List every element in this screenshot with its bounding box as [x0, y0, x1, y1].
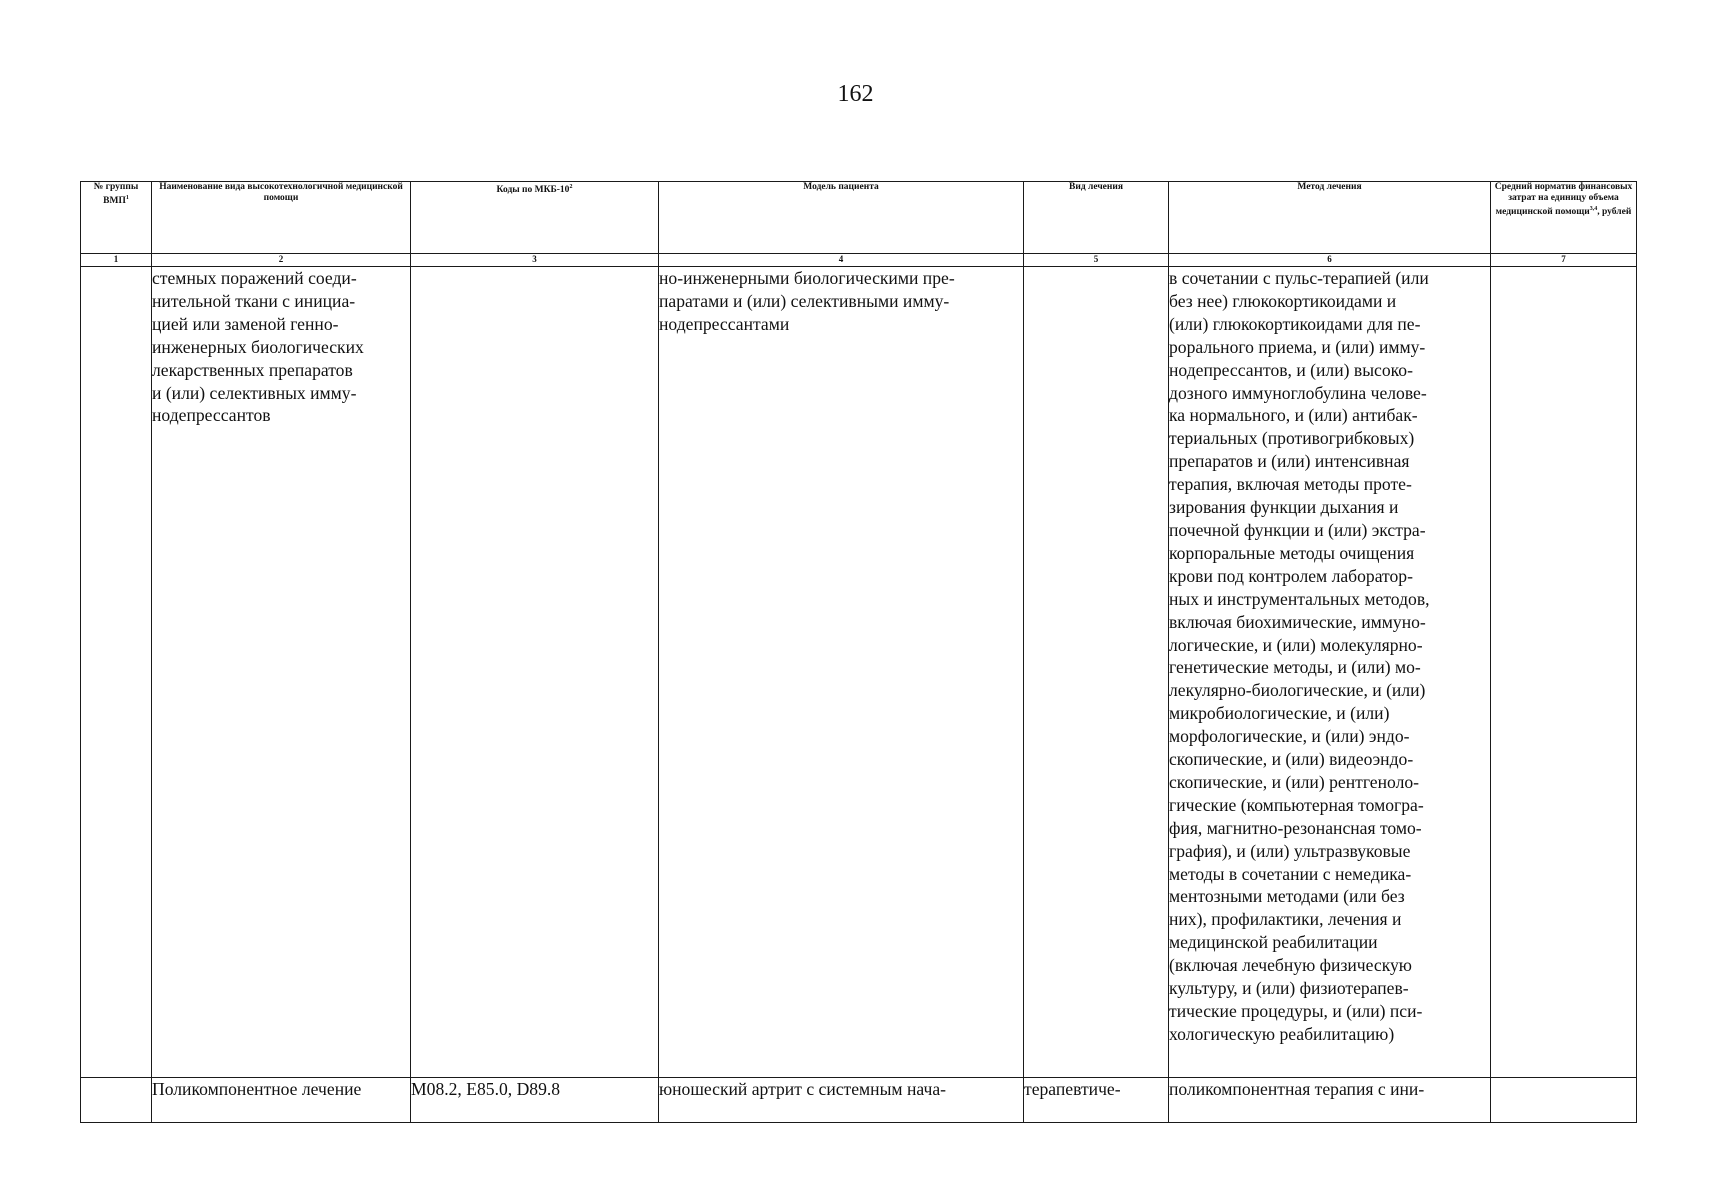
text-line: нодепрессантами	[659, 313, 790, 334]
text-line: микробиологические, и (или)	[1169, 703, 1390, 724]
text-line: инженерных биологических	[152, 336, 364, 357]
column-number: 6	[1169, 254, 1491, 267]
text-line: лекарственных препаратов	[152, 359, 353, 380]
column-number: 1	[81, 254, 152, 267]
header-icd-codes: Коды по МКБ-$10^2$	[411, 182, 659, 254]
text-line: (или) глюкокортикоидами для пе-	[1169, 313, 1421, 334]
column-number: 5	[1024, 254, 1169, 267]
line-list	[659, 267, 1023, 336]
text-line: нодепрессантов, и (или) высоко-	[1169, 359, 1413, 380]
column-number: 7	[1491, 254, 1637, 267]
header-row	[81, 182, 1637, 254]
vmp-table	[80, 181, 1637, 1123]
text-line: нодепрессантов	[152, 405, 271, 426]
cell-patient-model	[659, 267, 1024, 1078]
text-line: в сочетании с пульс-терапией (или	[1169, 268, 1429, 288]
cell-group-number	[81, 267, 152, 1078]
line-list	[1169, 267, 1490, 1046]
text-line: ментозными методами (или без	[1169, 886, 1405, 907]
text-line: паратами и (или) селективными имму-	[659, 290, 950, 311]
text-line: терапия, включая методы проте-	[1169, 474, 1412, 495]
text-line: фия, магнитно-резонансная томо-	[1169, 817, 1422, 838]
header-cost-standard: Средний норматив финансовых затрат на единицу объема медицинской помощи$^{3,4}$, рублей	[1491, 182, 1637, 254]
text-line: без нее) глюкокортикоидами и	[1169, 290, 1397, 311]
table-row-continued	[81, 267, 1637, 1078]
cell-cost-standard	[1491, 267, 1637, 1078]
text-line: (включая лечебную физическую	[1169, 955, 1412, 976]
cell-treatment-method	[1169, 267, 1491, 1078]
text-line: них), профилактики, лечения и	[1169, 909, 1402, 930]
column-number: 3	[411, 254, 659, 267]
cell-treatment-type	[1024, 267, 1169, 1078]
text-line: гические (компьютерная томогра-	[1169, 794, 1424, 815]
text-line: хологическую реабилитацию)	[1169, 1023, 1395, 1044]
header-treatment-type: Вид лечения	[1024, 182, 1169, 254]
text-line: методы в сочетании с немедика-	[1169, 863, 1412, 884]
text-line: графия), и (или) ультразвуковые	[1169, 840, 1411, 861]
text-line: дозного иммуноглобулина челове-	[1169, 382, 1427, 403]
text-line: логические, и (или) молекулярно-	[1169, 634, 1423, 655]
page-number: 162	[837, 81, 874, 107]
cell-icd-codes	[411, 267, 659, 1078]
text-line: цией или заменой генно-	[152, 313, 339, 334]
column-number-row	[81, 254, 1637, 267]
text-line: но-инженерными биологическими пре-	[659, 268, 955, 288]
cell-care-type-name: Поликомпонентное лечение	[152, 1078, 411, 1123]
text-line: культуру, и (или) физиотерапев-	[1169, 978, 1409, 999]
column-number: 2	[152, 254, 411, 267]
table-row-next	[81, 1078, 1637, 1123]
text-line: зирования функции дыхания и	[1169, 497, 1399, 518]
text-line: тические процедуры, и (или) пси-	[1169, 1001, 1423, 1021]
text-line: нительной ткани с инициа-	[152, 290, 356, 311]
cell-treatment-type: терапевтиче-	[1024, 1078, 1169, 1123]
text-line: препаратов и (или) интенсивная	[1169, 451, 1410, 472]
text-line: рорального приема, и (или) имму-	[1169, 336, 1426, 357]
text-line: и (или) селективных имму-	[152, 382, 357, 403]
text-line: ных и инструментальных методов,	[1169, 588, 1430, 609]
header-patient-model: Модель пациента	[659, 182, 1024, 254]
text-line: скопические, и (или) рентгеноло-	[1169, 771, 1420, 792]
text-line: медицинской реабилитации	[1169, 932, 1378, 953]
cell-patient-model: юношеский артрит с системным нача-	[659, 1078, 1024, 1123]
text-line: стемных поражений соеди-	[152, 268, 357, 288]
cell-cost-standard	[1491, 1078, 1637, 1123]
line-list	[152, 267, 410, 427]
text-line: корпоральные методы очищения	[1169, 542, 1415, 563]
column-number: 4	[659, 254, 1024, 267]
text-line: лекулярно-биологические, и (или)	[1169, 680, 1426, 701]
cell-treatment-method: поликомпонентная терапия с ини-	[1169, 1078, 1491, 1123]
cell-group-number	[81, 1078, 152, 1123]
header-group-number: № группы ВМП$^1$	[81, 182, 152, 254]
text-line: генетические методы, и (или) мо-	[1169, 657, 1421, 678]
text-line: морфологические, и (или) эндо-	[1169, 726, 1410, 747]
text-line: крови под контролем лаборатор-	[1169, 565, 1413, 586]
cell-care-type-name	[152, 267, 411, 1078]
text-line: включая биохимические, иммуно-	[1169, 611, 1426, 632]
text-line: ка нормального, и (или) антибак-	[1169, 405, 1418, 426]
text-line: териальных (противогрибковых)	[1169, 428, 1415, 449]
header-care-type-name: Наименование вида высокотехнологичной медицинской помощи	[152, 182, 411, 254]
cell-icd-codes: M08.2, E85.0, D89.8	[411, 1078, 659, 1123]
text-line: скопические, и (или) видеоэндо-	[1169, 749, 1414, 770]
header-treatment-method: Метод лечения	[1169, 182, 1491, 254]
text-line: почечной функции и (или) экстра-	[1169, 519, 1426, 540]
